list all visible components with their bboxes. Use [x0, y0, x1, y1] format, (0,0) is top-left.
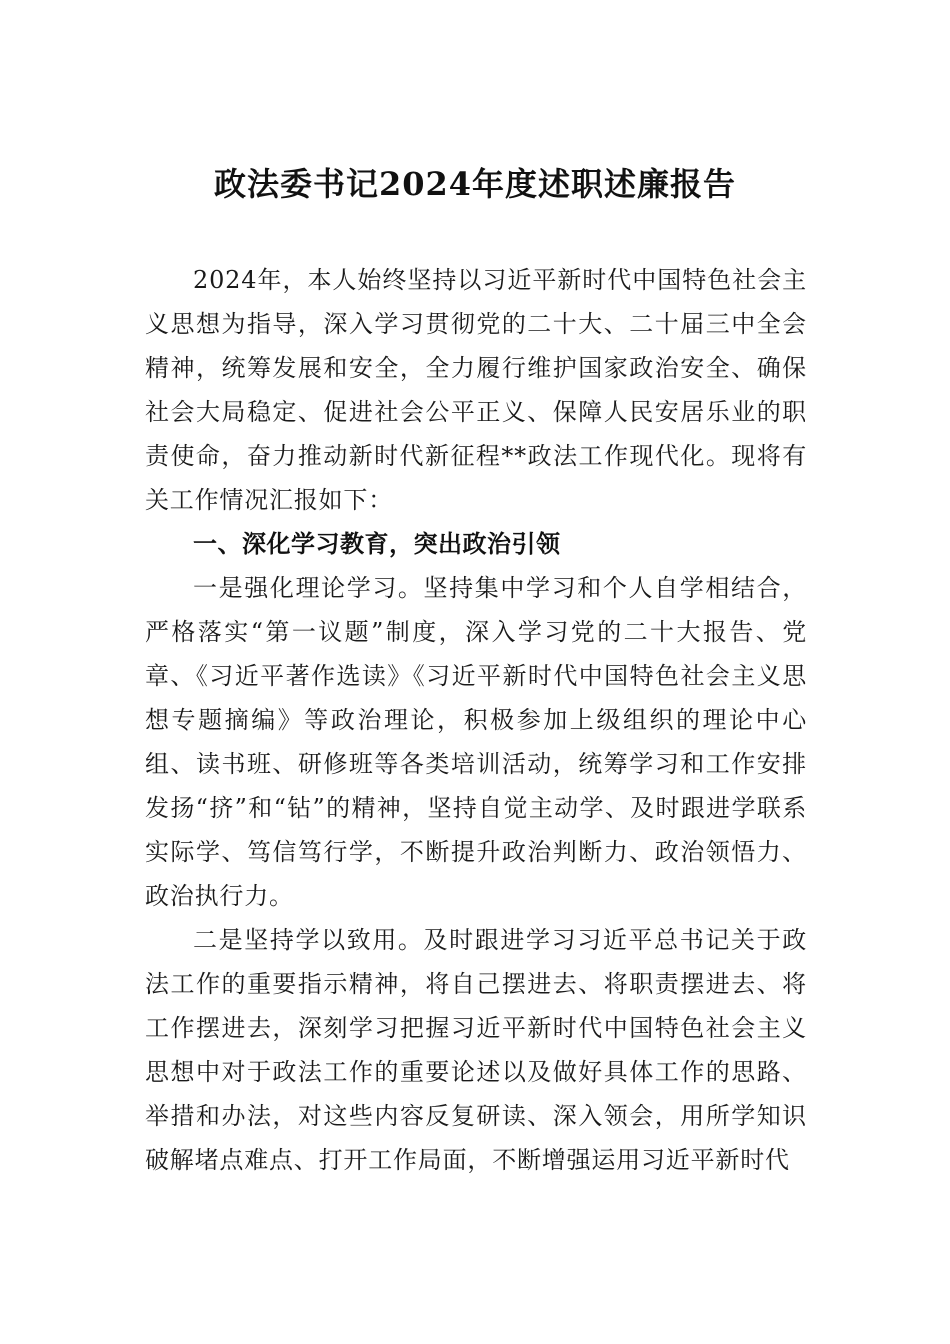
body-paragraph: 一是强化理论学习。坚持集中学习和个人自学相结合，严格落实“第一议题”制度，深入学习党的二十大报告、党章、《习近平著作选读》《习近平新时代中国特色社会主义思想专题摘编》等政治理论，积极参加上级组织的理论中心组、读书班、研修班等各类培训活动，统筹学习和工作安排发扬“挤”和“钻”的精神，坚持自觉主动学、及时跟进学联系实际学、笃信笃行学，不断提升政治判断力、政治领悟力、政治执行力。 [145, 574, 807, 910]
body-paragraph: 二是坚持学以致用。及时跟进学习习近平总书记关于政法工作的重要指示精神，将自己摆进去、将职责摆进去、将工作摆进去，深刻学习把握习近平新时代中国特色社会主义思想中对于政法工作的重要论述以及做好具体工作的思路、举措和办法，对这些内容反复研读、深入领会，用所学知识破解堵点难点、打开工作局面，不断增强运用习近平新时代 [145, 926, 807, 1174]
document-body [145, 258, 807, 1182]
document-title: 政法委书记2024年度述职述廉报告 [213, 165, 737, 203]
section-heading: 一、深化学习教育，突出政治引领 [193, 530, 561, 558]
intro-paragraph: 2024年，本人始终坚持以习近平新时代中国特色社会主义思想为指导，深入学习贯彻党的二十大、二十届三中全会精神，统筹发展和安全，全力履行维护国家政治安全、确保社会大局稳定、促进社会公平正义、保障人民安居乐业的职责使命，奋力推动新时代新征程**政法工作现代化。现将有关工作情况汇报如下： [145, 266, 807, 514]
